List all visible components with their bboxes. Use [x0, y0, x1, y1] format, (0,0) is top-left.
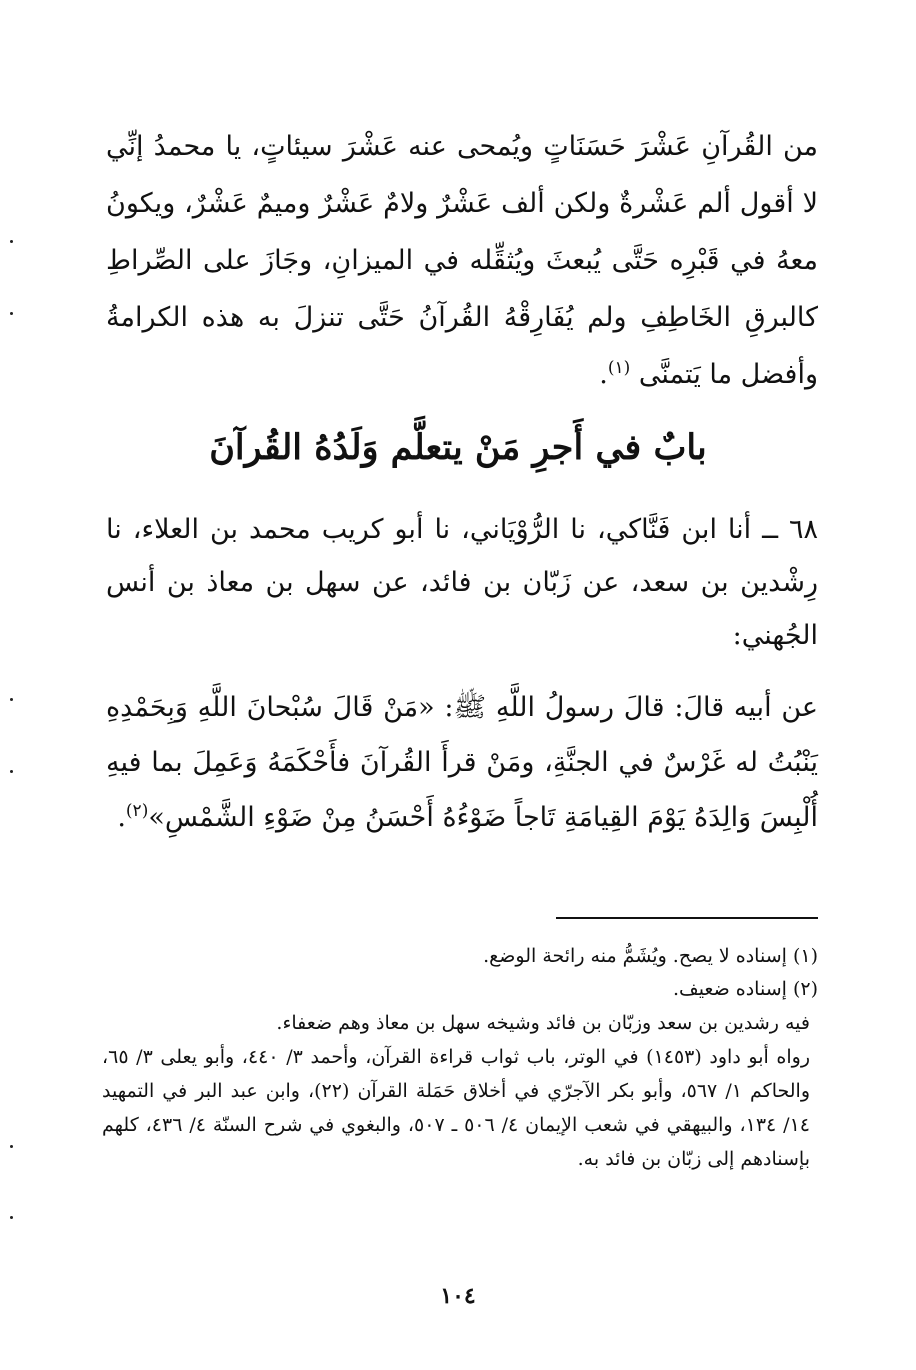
footnotes-section	[102, 940, 818, 1176]
footnote-2: (٢) إسناده ضعيف.	[672, 978, 818, 1000]
margin-speck	[10, 698, 13, 701]
margin-speck	[10, 312, 13, 315]
page-number: ١٠٤	[440, 1283, 476, 1309]
footnote-ref-1[interactable]: (١)	[607, 358, 631, 378]
hadith-text	[106, 680, 818, 845]
top-paragraph	[106, 118, 818, 403]
margin-speck	[10, 1145, 13, 1148]
hadith-chain: ٦٨ ــ أنا ابن فَنَّاكي، نا الرُّوْيَاني، نا أبو كريب محمد بن العلاء، نا رِشْدين بن سعد، عن زَبّان بن فائد، عن سهل بن معاذ بن أنس الجُهني:	[106, 514, 818, 651]
footnote-ref-2[interactable]: (٢)	[125, 801, 149, 821]
hadith-text-body: عن أبيه قالَ: قالَ رسولُ اللَّهِ ﷺ: «مَنْ قَالَ سُبْحانَ اللَّهِ وَبِحَمْدِهِ يَنْبُتُ له غَرْسٌ في الجنَّةِ، ومَنْ قرأَ القُرآنَ فأَحْكَمَهُ وَعَمِلَ بما فيهِ أُلْبِسَ وَالِدَهُ يَوْمَ القِيامَةِ تَاجاً ضَوْءُهُ أَحْسَنُ مِنْ ضَوْءِ الشَّمْسِ»	[106, 692, 818, 833]
margin-speck	[10, 1216, 13, 1219]
footnote-2-detail-2: رواه أبو داود (١٤٥٣) في الوتر، باب ثواب قراءة القرآن، وأحمد ٣/ ٤٤٠، وأبو يعلى ٣/ ٦٥، والحاكم ١/ ٥٦٧، وأبو بكر الآجرّي في أخلاق حَمَلة القرآن (٢٢)، وابن عبد البر في التمهيد ١٤/ ١٣٤، والبيهقي في شعب الإيمان ٤/ ٥٠٦ ـ ٥٠٧، والبغوي في شرح السنّة ٤/ ٤٣٦، كلهم بإسنادهم إلى زبّان بن فائد به.	[102, 1046, 811, 1170]
footnote-1: (١) إسناده لا يصح. ويُشَمُّ منه رائحة الوضع.	[483, 945, 818, 967]
chapter-heading: بابٌ في أَجرِ مَنْ يتعلَّم وَلَدُهُ القُرآنَ	[209, 427, 707, 468]
footnote-2-detail-1: فيه رشدين بن سعد وزبّان بن فائد وشيخه سهل بن معاذ وهم ضعفاء.	[276, 1012, 810, 1034]
footnote-separator	[556, 917, 818, 919]
margin-speck	[10, 770, 13, 773]
top-paragraph-text: من القُرآنِ عَشْرَ حَسَنَاتٍ ويُمحى عنه عَشْرَ سيئاتٍ، يا محمدُ إنِّي لا أقول ألم عَشْرةٌ ولكن ألف عَشْرٌ ولامٌ عَشْرٌ وميمٌ عَشْرٌ، ويكونُ معهُ في قَبْرِه حَتَّى يُبعثَ ويُثقِّله في الميزانِ، وجَازَ على الصِّراطِ كالبرقِ الخَاطِفِ ولم يُفَارِقْهُ القُرآنُ حَتَّى تنزلَ به هذه الكرامةُ وأفضل ما يَتمنَّى	[106, 131, 818, 390]
margin-speck	[10, 240, 13, 243]
top-paragraph-end: .	[599, 359, 608, 390]
hadith-text-end: .	[117, 802, 126, 833]
